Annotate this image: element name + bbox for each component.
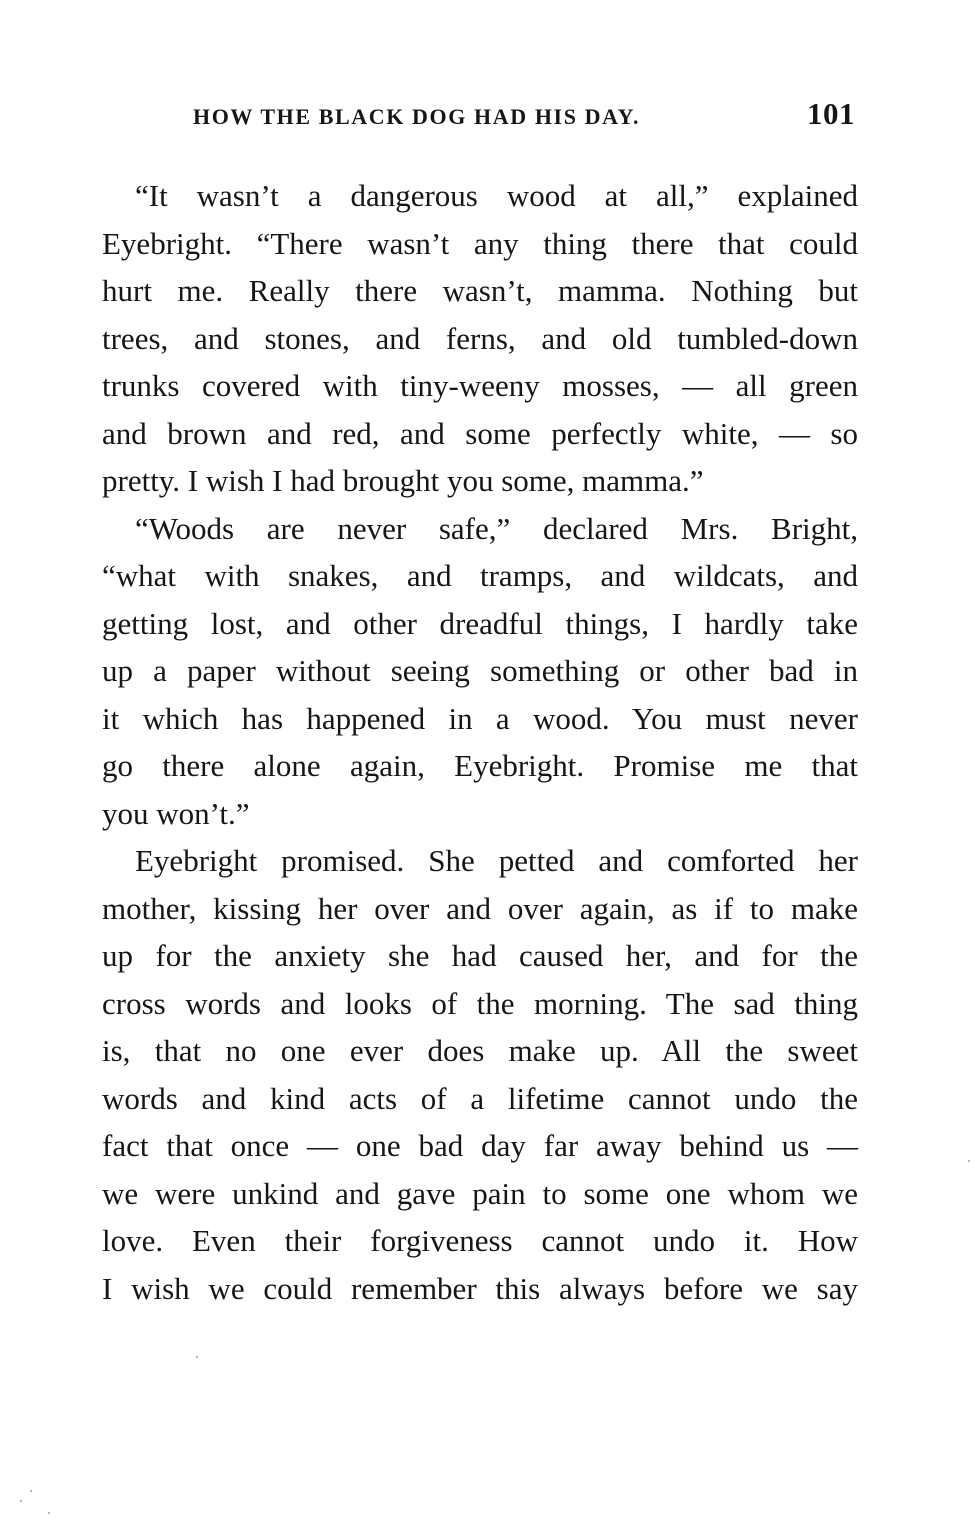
text-line: Eyebright. “There wasn’t any thing there that could bbox=[102, 225, 858, 261]
text-line: you won’t.” bbox=[102, 795, 250, 831]
body-text bbox=[102, 172, 858, 1312]
text-line: go there alone again, Eyebright. Promise me that bbox=[102, 748, 858, 783]
scan-speck bbox=[968, 1160, 970, 1162]
text-line: up a paper without seeing something or other bad in bbox=[102, 653, 858, 688]
text-line: “Woods are never safe,” declared Mrs. Bright, bbox=[135, 510, 858, 546]
text-line: I wish we could remember this always before we say bbox=[102, 1270, 858, 1306]
text-line: words and kind acts of a lifetime cannot undo the bbox=[102, 1080, 858, 1116]
text-line: it which has happened in a wood. You must never bbox=[102, 700, 858, 736]
page-number: 101 bbox=[807, 96, 855, 131]
text-line: we were unkind and gave pain to some one whom we bbox=[102, 1175, 858, 1211]
text-line: fact that once — one bad day far away behind us — bbox=[102, 1128, 858, 1163]
text-line: is, that no one ever does make up. All the sweet bbox=[102, 1033, 858, 1068]
running-head bbox=[193, 96, 855, 136]
scan-speck bbox=[48, 1512, 50, 1514]
text-line: up for the anxiety she had caused her, and for the bbox=[102, 938, 858, 973]
text-line: trees, and stones, and ferns, and old tumbled-down bbox=[102, 320, 858, 356]
scan-speck bbox=[196, 1356, 198, 1358]
text-line: getting lost, and other dreadful things, I hardly take bbox=[102, 605, 858, 641]
text-line: Eyebright promised. She petted and comforted her bbox=[135, 843, 858, 878]
text-line: cross words and looks of the morning. The sad thing bbox=[102, 985, 858, 1021]
text-line: pretty. I wish I had brought you some, mamma.” bbox=[102, 463, 704, 498]
text-line: trunks covered with tiny-weeny mosses, — all green bbox=[102, 368, 858, 403]
text-line: mother, kissing her over and over again, as if to make bbox=[102, 890, 858, 926]
scan-speck bbox=[30, 1490, 32, 1492]
running-title: HOW THE BLACK DOG HAD HIS DAY. bbox=[193, 104, 641, 129]
text-line: hurt me. Really there wasn’t, mamma. Nothing but bbox=[102, 273, 858, 308]
text-line: “what with snakes, and tramps, and wildcats, and bbox=[102, 558, 858, 593]
text-line: “It wasn’t a dangerous wood at all,” explained bbox=[135, 178, 858, 213]
text-line: and brown and red, and some perfectly white, — so bbox=[102, 415, 858, 451]
text-line: love. Even their forgiveness cannot undo it. How bbox=[102, 1223, 858, 1258]
scan-speck bbox=[20, 1500, 22, 1502]
